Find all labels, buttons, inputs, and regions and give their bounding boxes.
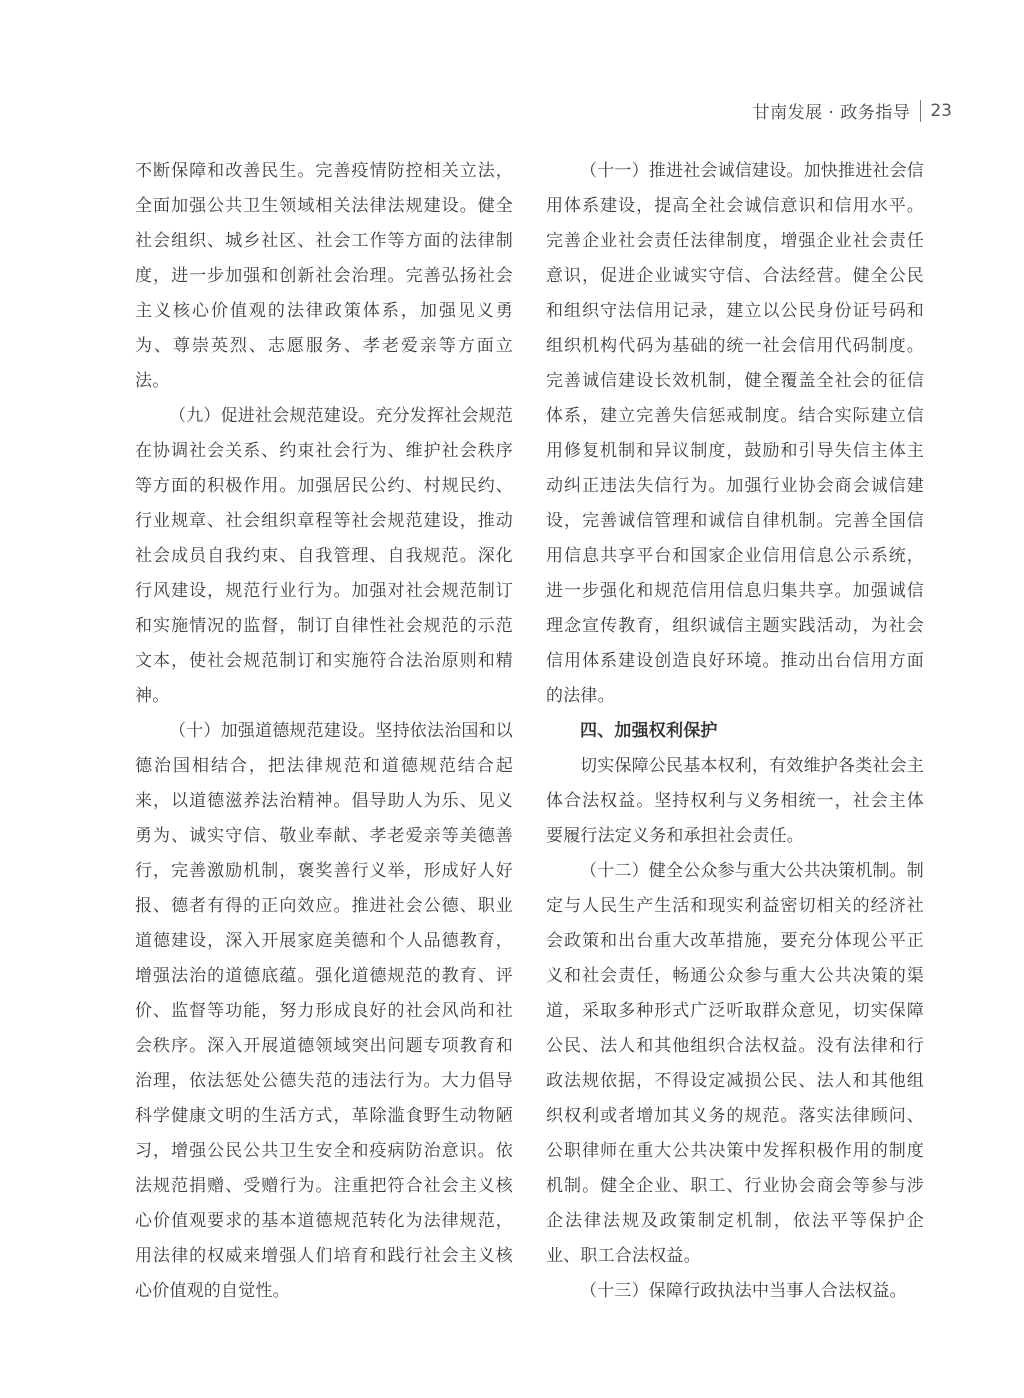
- right-column: [546, 154, 924, 1309]
- header-divider: [920, 100, 921, 122]
- paragraph-section-13: （十三）保障行政执法中当事人合法权益。: [580, 1281, 907, 1301]
- page-number: 23: [930, 100, 952, 121]
- running-title: 甘南发展 · 政务指导: [752, 103, 911, 123]
- paragraph-rights-intro: 切实保障公民基本权利，有效维护各类社会主体合法权益。坚持权利与义务相统一，社会主体要履行法定义务和承担社会责任。: [546, 756, 924, 846]
- left-column: [135, 154, 513, 1309]
- section-heading: 四、加强权利保护: [580, 721, 718, 741]
- paragraph-section-12: （十二）健全公众参与重大公共决策机制。制定与人民生产生活和现实利益密切相关的经济社会政策和出台重大改革措施，要充分体现公平正义和社会责任，畅通公众参与重大公共决策的渠道，采取多种形式广泛听取群众意见，切实保障公民、法人和其他组织合法权益。没有法律和行政法规依据，不得设定减损公民、法人和其他组织权利或者增加其义务的规范。落实法律顾问、公职律师在重大公共决策中发挥积极作用的制度机制。健全企业、职工、行业协会商会等参与涉企法律法规及政策制定机制，依法平等保护企业、职工合法权益。: [546, 861, 924, 1266]
- paragraph-section-11: （十一）推进社会诚信建设。加快推进社会信用体系建设，提高全社会诚信意识和信用水平。完善企业社会责任法律制度，增强企业社会责任意识，促进企业诚实守信、合法经营。健全公民和组织守法信用记录，建立以公民身份证号码和组织机构代码为基础的统一社会信用代码制度。完善诚信建设长效机制，健全覆盖全社会的征信体系，建立完善失信惩戒制度。结合实际建立信用修复机制和异议制度，鼓励和引导失信主体主动纠正违法失信行为。加强行业协会商会诚信建设，完善诚信管理和诚信自律机制。完善全国信用信息共享平台和国家企业信用信息公示系统，进一步强化和规范信用信息归集共享。加强诚信理念宣传教育，组织诚信主题实践活动，为社会信用体系建设创造良好环境。推动出台信用方面的法律。: [546, 161, 924, 706]
- paragraph-section-10: （十）加强道德规范建设。坚持依法治国和以德治国相结合，把法律规范和道德规范结合起来，以道德滋养法治精神。倡导助人为乐、见义勇为、诚实守信、敬业奉献、孝老爱亲等美德善行，完善激励机制，褒奖善行义举，形成好人好报、德者有得的正向效应。推进社会公德、职业道德建设，深入开展家庭美德和个人品德教育，增强法治的道德底蕴。强化道德规范的教育、评价、监督等功能，努力形成良好的社会风尚和社会秩序。深入开展道德领域突出问题专项教育和治理，依法惩处公德失范的违法行为。大力倡导科学健康文明的生活方式，革除滥食野生动物陋习，增强公民公共卫生安全和疫病防治意识。依法规范捐赠、受赠行为。注重把符合社会主义核心价值观要求的基本道德规范转化为法律规范，用法律的权威来增强人们培育和践行社会主义核心价值观的自觉性。: [135, 721, 513, 1301]
- running-header: [753, 98, 952, 123]
- paragraph-continued: 不断保障和改善民生。完善疫情防控相关立法，全面加强公共卫生领域相关法律法规建设。健全社会组织、城乡社区、社会工作等方面的法律制度，进一步加强和创新社会治理。完善弘扬社会主义核心价值观的法律政策体系，加强见义勇为、尊崇英烈、志愿服务、孝老爱亲等方面立法。: [135, 161, 513, 391]
- paragraph-section-9: （九）促进社会规范建设。充分发挥社会规范在协调社会关系、约束社会行为、维护社会秩序等方面的积极作用。加强居民公约、村规民约、行业规章、社会组织章程等社会规范建设，推动社会成员自我约束、自我管理、自我规范。深化行风建设，规范行业行为。加强对社会规范制订和实施情况的监督，制订自律性社会规范的示范文本，使社会规范制订和实施符合法治原则和精神。: [135, 406, 513, 706]
